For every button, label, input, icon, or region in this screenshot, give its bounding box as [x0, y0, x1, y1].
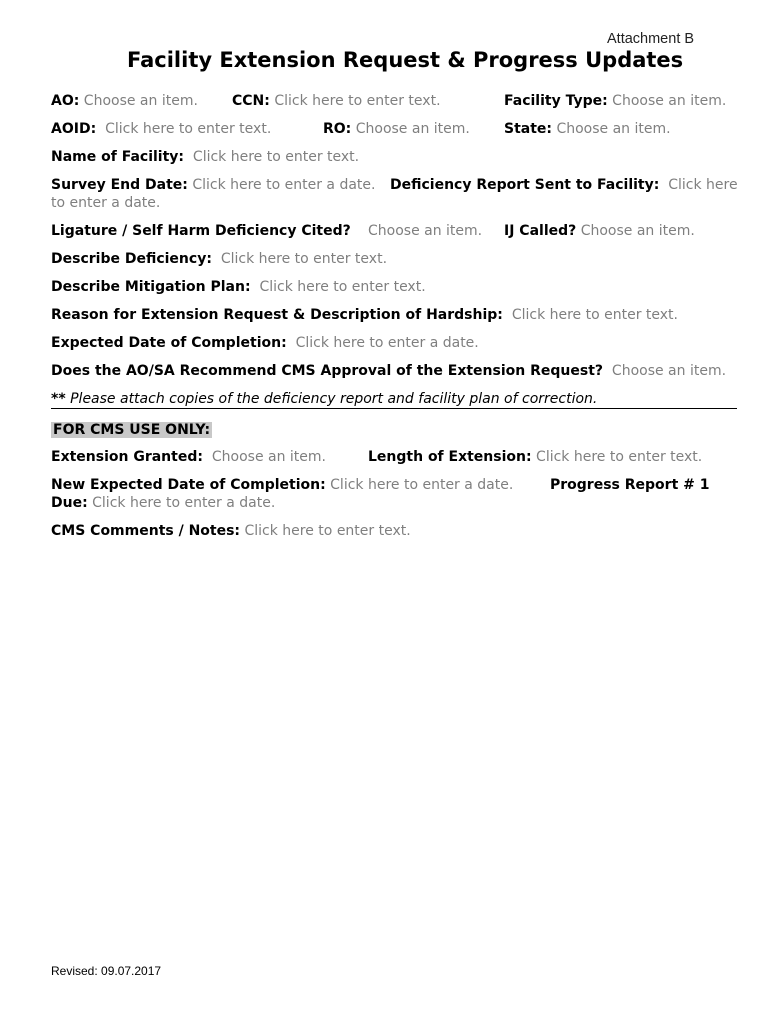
ro-row — [323, 120, 470, 138]
expected-date-label: Expected Date of Completion: — [51, 335, 287, 351]
facility-name-label: Name of Facility: — [51, 149, 185, 165]
survey-end-row — [51, 176, 375, 194]
deficiency-sent-label: Deficiency Report Sent to Facility: — [390, 177, 660, 193]
mitigation-input[interactable]: Click here to enter text. — [259, 279, 426, 295]
reason-row — [51, 306, 678, 324]
facility-name-row — [51, 148, 359, 166]
extension-granted-select[interactable]: Choose an item. — [211, 449, 326, 465]
survey-end-date-input[interactable]: Click here to enter a date. — [192, 177, 376, 193]
mitigation-label: Describe Mitigation Plan: — [51, 279, 251, 295]
ccn-row — [232, 92, 441, 110]
recommend-select[interactable]: Choose an item. — [611, 363, 727, 379]
ao-row — [51, 92, 198, 110]
length-label: Length of Extension: — [368, 449, 532, 465]
new-date-label: New Expected Date of Completion: — [51, 477, 326, 493]
recommend-row — [51, 362, 726, 380]
ligature-select[interactable]: Choose an item. — [368, 223, 483, 239]
revised-date: Revised: 09.07.2017 — [51, 964, 162, 978]
expected-date-row — [51, 334, 479, 352]
ro-select[interactable]: Choose an item. — [355, 121, 470, 137]
ij-called-row — [504, 222, 695, 240]
progress-due-row — [51, 494, 275, 512]
state-label: State: — [504, 121, 553, 137]
deficiency-sent-date-input[interactable]: Click here — [668, 177, 738, 193]
describe-deficiency-label: Describe Deficiency: — [51, 251, 212, 267]
describe-deficiency-input[interactable]: Click here to enter text. — [220, 251, 388, 267]
ao-label: AO: — [51, 93, 80, 109]
ccn-label: CCN: — [232, 93, 270, 109]
ro-label: RO: — [323, 121, 352, 137]
page-title: Facility Extension Request & Progress Updates — [127, 48, 684, 72]
state-row — [504, 120, 671, 138]
cms-section-label: FOR CMS USE ONLY: — [53, 422, 211, 438]
cms-comments-row — [51, 522, 411, 540]
facility-type-label: Facility Type: — [504, 93, 608, 109]
ij-called-label: IJ Called? — [504, 223, 577, 239]
extension-granted-row — [51, 448, 326, 466]
extension-granted-label: Extension Granted: — [51, 449, 203, 465]
progress-due-label: Due: — [51, 495, 88, 511]
deficiency-sent-date-input-cont[interactable]: to enter a date. — [51, 195, 161, 211]
state-select[interactable]: Choose an item. — [556, 121, 671, 137]
ao-select[interactable]: Choose an item. — [83, 93, 198, 109]
progress-due-date-input[interactable]: Click here to enter a date. — [92, 495, 276, 511]
cms-comments-label: CMS Comments / Notes: — [51, 523, 241, 539]
length-row — [368, 448, 702, 466]
progress-report-label: Progress Report # 1 — [550, 477, 710, 493]
cms-section-heading — [51, 421, 212, 439]
survey-end-label: Survey End Date: — [51, 177, 188, 193]
deficiency-sent-row — [390, 176, 738, 194]
length-input[interactable]: Click here to enter text. — [536, 449, 703, 465]
new-date-row — [51, 476, 513, 494]
attachment-label: Attachment B — [607, 31, 695, 47]
note-text: Please attach copies of the deficiency report and facility plan of correction. — [70, 391, 598, 407]
divider-line — [51, 408, 737, 409]
recommend-label: Does the AO/SA Recommend CMS Approval of the Extension Request? — [51, 363, 604, 379]
ij-called-select[interactable]: Choose an item. — [580, 223, 695, 239]
describe-deficiency-row — [51, 250, 387, 268]
mitigation-row — [51, 278, 426, 296]
attach-note — [51, 390, 597, 408]
facility-name-input[interactable]: Click here to enter text. — [192, 149, 360, 165]
ccn-input[interactable]: Click here to enter text. — [274, 93, 441, 109]
facility-type-select[interactable]: Choose an item. — [612, 93, 727, 109]
aoid-label: AOID: — [51, 121, 97, 137]
reason-input[interactable]: Click here to enter text. — [511, 307, 679, 323]
ligature-label: Ligature / Self Harm Deficiency Cited? — [51, 223, 351, 239]
reason-label: Reason for Extension Request & Description of Hardship: — [51, 307, 503, 323]
aoid-row — [51, 120, 271, 138]
cms-comments-input[interactable]: Click here to enter text. — [244, 523, 411, 539]
note-marker: ** — [51, 391, 66, 407]
aoid-input[interactable]: Click here to enter text. — [105, 121, 272, 137]
expected-date-input[interactable]: Click here to enter a date. — [295, 335, 479, 351]
facility-type-row — [504, 92, 726, 110]
new-date-input[interactable]: Click here to enter a date. — [330, 477, 514, 493]
